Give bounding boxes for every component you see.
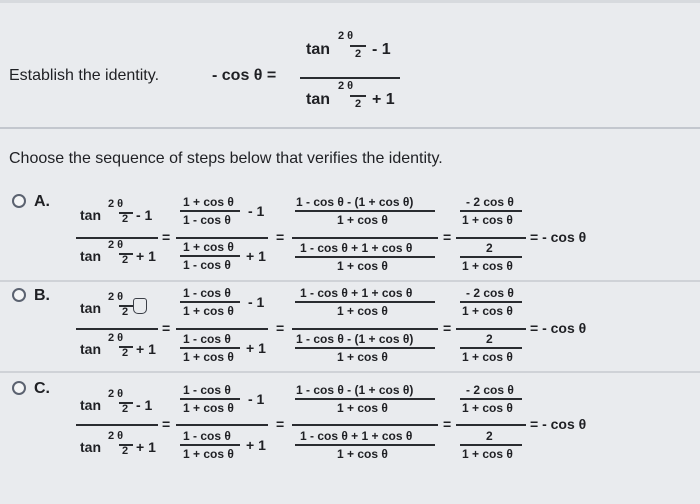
option-b-s2-den-bottom: 1 + cos θ <box>183 350 234 364</box>
header-den-half: 2 <box>355 98 362 110</box>
header-num-half: 2 <box>355 48 362 60</box>
option-a-s2-den-inner-bar <box>180 255 240 257</box>
option-b-s2-num-bottom: 1 + cos θ <box>183 304 234 318</box>
option-a-lead-den-sup: 2 θ <box>108 239 124 251</box>
option-c-lead-den-tan: tan <box>80 439 101 455</box>
option-b-s4-den-top: 2 <box>486 332 493 346</box>
option-b-lead-den-tail: + 1 <box>136 341 156 357</box>
option-b-s3-main-bar <box>292 328 438 330</box>
option-a-lead-den-tail: + 1 <box>136 248 156 264</box>
header-num-tail: - 1 <box>372 41 391 58</box>
option-c-s4-den-bottom: 1 + cos θ <box>462 447 513 461</box>
option-a-s4-num-top: - 2 cos θ <box>466 195 514 209</box>
option-a-s4-num-inner-bar <box>460 210 522 212</box>
option-c-equals-1: = <box>162 416 171 432</box>
option-a-label: A. <box>34 193 50 210</box>
option-b-lead-num-half: 2 <box>122 306 129 318</box>
option-c-s3-num-inner-bar <box>295 398 435 400</box>
option-a-s2-main-bar <box>176 237 268 239</box>
option-b-lead-den-sup: 2 θ <box>108 332 124 344</box>
option-a-s3-num-bottom: 1 + cos θ <box>337 213 388 227</box>
option-c-s2-num-top: 1 - cos θ <box>183 383 231 397</box>
header-den-mini-bar <box>350 95 366 97</box>
option-a-s2-den-bottom: 1 - cos θ <box>183 258 231 272</box>
option-b-equals-2: = <box>276 320 285 336</box>
option-c-s2-den-top: 1 - cos θ <box>183 429 231 443</box>
option-a-s3-num-top: 1 - cos θ - (1 + cos θ) <box>296 195 414 209</box>
option-a-lead-num-tan: tan <box>80 207 101 223</box>
option-c-s2-num-inner-bar <box>180 398 240 400</box>
option-c-s3-den-bottom: 1 + cos θ <box>337 447 388 461</box>
option-c-result: = - cos θ <box>530 416 587 432</box>
option-b-lead-num-sup: 2 θ <box>108 291 124 303</box>
option-a-s2-den-top: 1 + cos θ <box>183 240 234 254</box>
option-b-s2-den-top: 1 - cos θ <box>183 332 231 346</box>
option-c-s4-den-top: 2 <box>486 429 493 443</box>
option-a-s2-num-inner-bar <box>180 210 240 212</box>
option-b-s3-num-inner-bar <box>295 301 435 303</box>
option-a-s4-main-bar <box>456 237 526 239</box>
header-fraction-bar <box>300 77 400 79</box>
option-b-lead-den-tan: tan <box>80 341 101 357</box>
option-c-s3-main-bar <box>292 424 438 426</box>
option-b-s2-den-tail: + 1 <box>246 340 266 356</box>
option-b-s3-num-top: 1 - cos θ + 1 + cos θ <box>300 286 413 300</box>
option-a-s2-num-tail: - 1 <box>248 203 265 219</box>
option-c-label: C. <box>34 380 50 397</box>
option-c-s2-den-bottom: 1 + cos θ <box>183 447 234 461</box>
option-b-radio[interactable] <box>12 288 26 302</box>
option-c-s4-main-bar <box>456 424 526 426</box>
option-c-s2-den-inner-bar <box>180 444 240 446</box>
option-a-lead-den-tan: tan <box>80 248 101 264</box>
option-c-s2-num-bottom: 1 + cos θ <box>183 401 234 415</box>
option-c-equals-3: = <box>443 416 452 432</box>
option-c-lead-den-half: 2 <box>122 445 129 457</box>
option-b-label: B. <box>34 287 50 304</box>
header-den-tail: + 1 <box>372 91 395 108</box>
option-a-equals-1: = <box>162 229 171 245</box>
option-c-lead-num-mini-bar <box>119 402 133 404</box>
option-c-lead-den-sup: 2 θ <box>108 430 124 442</box>
option-a-lead-den-mini-bar <box>119 253 133 255</box>
option-c-lead-num-tail: - 1 <box>136 397 153 413</box>
option-c-s4-num-bottom: 1 + cos θ <box>462 401 513 415</box>
header-num-mini-bar <box>350 45 366 47</box>
option-b-s3-den-inner-bar <box>295 347 435 349</box>
header-num-sup: 2 θ <box>338 30 354 42</box>
option-b-lead-fraction-bar <box>76 328 158 330</box>
option-b-s3-den-top: 1 - cos θ - (1 + cos θ) <box>296 332 414 346</box>
option-b-lead-num-tan: tan <box>80 300 101 316</box>
header-den-sup: 2 θ <box>338 80 354 92</box>
option-a-lead-num-half: 2 <box>122 213 129 225</box>
option-b-lead-den-half: 2 <box>122 347 129 359</box>
option-c-s4-den-inner-bar <box>460 444 522 446</box>
option-a-s4-den-inner-bar <box>460 256 522 258</box>
option-c-lead-den-mini-bar <box>119 444 133 446</box>
option-a-equals-3: = <box>443 229 452 245</box>
option-b-s2-num-tail: - 1 <box>248 294 265 310</box>
option-c-s3-num-top: 1 - cos θ - (1 + cos θ) <box>296 383 414 397</box>
top-divider <box>0 0 700 3</box>
option-c-radio[interactable] <box>12 381 26 395</box>
option-c-s3-den-inner-bar <box>295 444 435 446</box>
option-c-lead-den-tail: + 1 <box>136 439 156 455</box>
option-b-s4-den-bottom: 1 + cos θ <box>462 350 513 364</box>
option-c-s2-den-tail: + 1 <box>246 437 266 453</box>
divider-b-c <box>0 371 700 373</box>
option-a-s4-den-top: 2 <box>486 241 493 255</box>
option-c-lead-num-sup: 2 θ <box>108 388 124 400</box>
option-b-s2-main-bar <box>176 328 268 330</box>
option-b-lead-num-mini-bar <box>119 305 133 307</box>
option-c-lead-num-tan: tan <box>80 397 101 413</box>
option-a-s3-num-inner-bar <box>295 210 435 212</box>
option-b-lead-den-mini-bar <box>119 346 133 348</box>
option-b-s2-num-inner-bar <box>180 301 240 303</box>
header-num-tan: tan <box>306 41 330 58</box>
option-c-s4-num-top: - 2 cos θ <box>466 383 514 397</box>
header-separator <box>0 127 700 129</box>
establish-label: Establish the identity. <box>9 67 160 84</box>
option-b-s4-num-bottom: 1 + cos θ <box>462 304 513 318</box>
option-c-s2-num-tail: - 1 <box>248 391 265 407</box>
option-a-s3-main-bar <box>292 237 438 239</box>
prompt-text: Choose the sequence of steps below that verifies the identity. <box>9 150 443 167</box>
option-a-s3-den-top: 1 - cos θ + 1 + cos θ <box>300 241 413 255</box>
option-a-equals-2: = <box>276 229 285 245</box>
option-b-equals-3: = <box>443 320 452 336</box>
option-a-s2-num-bottom: 1 - cos θ <box>183 213 231 227</box>
option-b-s2-num-top: 1 - cos θ <box>183 286 231 300</box>
option-c-s3-den-top: 1 - cos θ + 1 + cos θ <box>300 429 413 443</box>
option-a-s2-den-tail: + 1 <box>246 248 266 264</box>
option-a-lead-num-tail: - 1 <box>136 207 153 223</box>
option-b-s4-main-bar <box>456 328 526 330</box>
option-c-s2-main-bar <box>176 424 268 426</box>
option-c-lead-fraction-bar <box>76 424 158 426</box>
divider-a-b <box>0 280 700 282</box>
option-a-s4-den-bottom: 1 + cos θ <box>462 259 513 273</box>
option-b-s3-den-bottom: 1 + cos θ <box>337 350 388 364</box>
header-den-tan: tan <box>306 91 330 108</box>
option-c-lead-num-half: 2 <box>122 403 129 415</box>
option-a-s2-num-top: 1 + cos θ <box>183 195 234 209</box>
option-b-s2-den-inner-bar <box>180 347 240 349</box>
option-a-s3-den-inner-bar <box>295 256 435 258</box>
hand-cursor-icon <box>133 298 147 314</box>
option-a-s4-num-bottom: 1 + cos θ <box>462 213 513 227</box>
option-b-result: = - cos θ <box>530 320 587 336</box>
option-a-lead-den-half: 2 <box>122 254 129 266</box>
option-a-result: = - cos θ <box>530 229 587 245</box>
option-a-s3-den-bottom: 1 + cos θ <box>337 259 388 273</box>
option-a-lead-num-sup: 2 θ <box>108 198 124 210</box>
option-b-s4-num-top: - 2 cos θ <box>466 286 514 300</box>
option-a-lead-num-mini-bar <box>119 212 133 214</box>
option-a-radio[interactable] <box>12 194 26 208</box>
option-c-s4-num-inner-bar <box>460 398 522 400</box>
option-b-s4-den-inner-bar <box>460 347 522 349</box>
identity-lhs: - cos θ = <box>212 67 277 84</box>
option-b-s3-num-bottom: 1 + cos θ <box>337 304 388 318</box>
option-b-s4-num-inner-bar <box>460 301 522 303</box>
option-b-equals-1: = <box>162 320 171 336</box>
option-c-s3-num-bottom: 1 + cos θ <box>337 401 388 415</box>
option-c-equals-2: = <box>276 416 285 432</box>
